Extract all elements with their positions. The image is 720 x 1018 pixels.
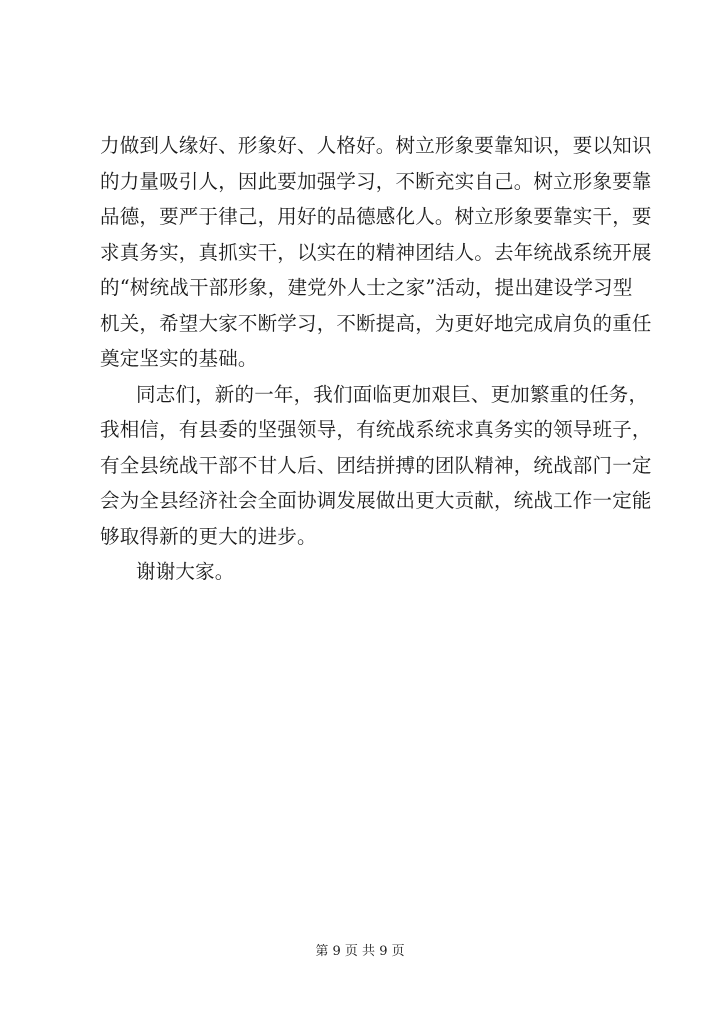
paragraph-start-line: 同志们，新的一年，我们面临更加艰巨、更加繁重的任务， xyxy=(136,382,649,406)
body-line: 力做到人缘好、形象好、人格好。树立形象要靠知识，要以知识 xyxy=(100,134,652,157)
body-line: 会为全县经济社会全面协调发展做出更大贡献，统战工作一定能 xyxy=(100,489,652,512)
document-body xyxy=(100,128,652,590)
closing-line: 谢谢大家。 xyxy=(136,560,235,583)
body-line: 的“树统战干部形象，建党外人士之家”活动，提出建设学习型 xyxy=(100,276,633,299)
body-line: 的力量吸引人，因此要加强学习，不断充实自己。树立形象要靠 xyxy=(100,169,652,193)
body-line: 品德，要严于律己，用好的品德感化人。树立形象要靠实干，要 xyxy=(100,205,652,228)
body-line: 够取得新的更大的进步。 xyxy=(100,524,317,548)
body-line: 机关，希望大家不断学习，不断提高，为更好地完成肩负的重任 xyxy=(100,311,652,335)
body-line: 求真务实，真抓实干，以实在的精神团结人。去年统战系统开展 xyxy=(100,240,652,264)
body-line: 我相信，有县委的坚强领导，有统战系统求真务实的领导班子， xyxy=(100,418,652,441)
body-line: 奠定坚实的基础。 xyxy=(100,347,258,370)
body-line: 有全县统战干部不甘人后、团结拼搏的团队精神，统战部门一定 xyxy=(100,453,652,477)
page-number-footer: 第 9 页 共 9 页 xyxy=(315,944,405,959)
